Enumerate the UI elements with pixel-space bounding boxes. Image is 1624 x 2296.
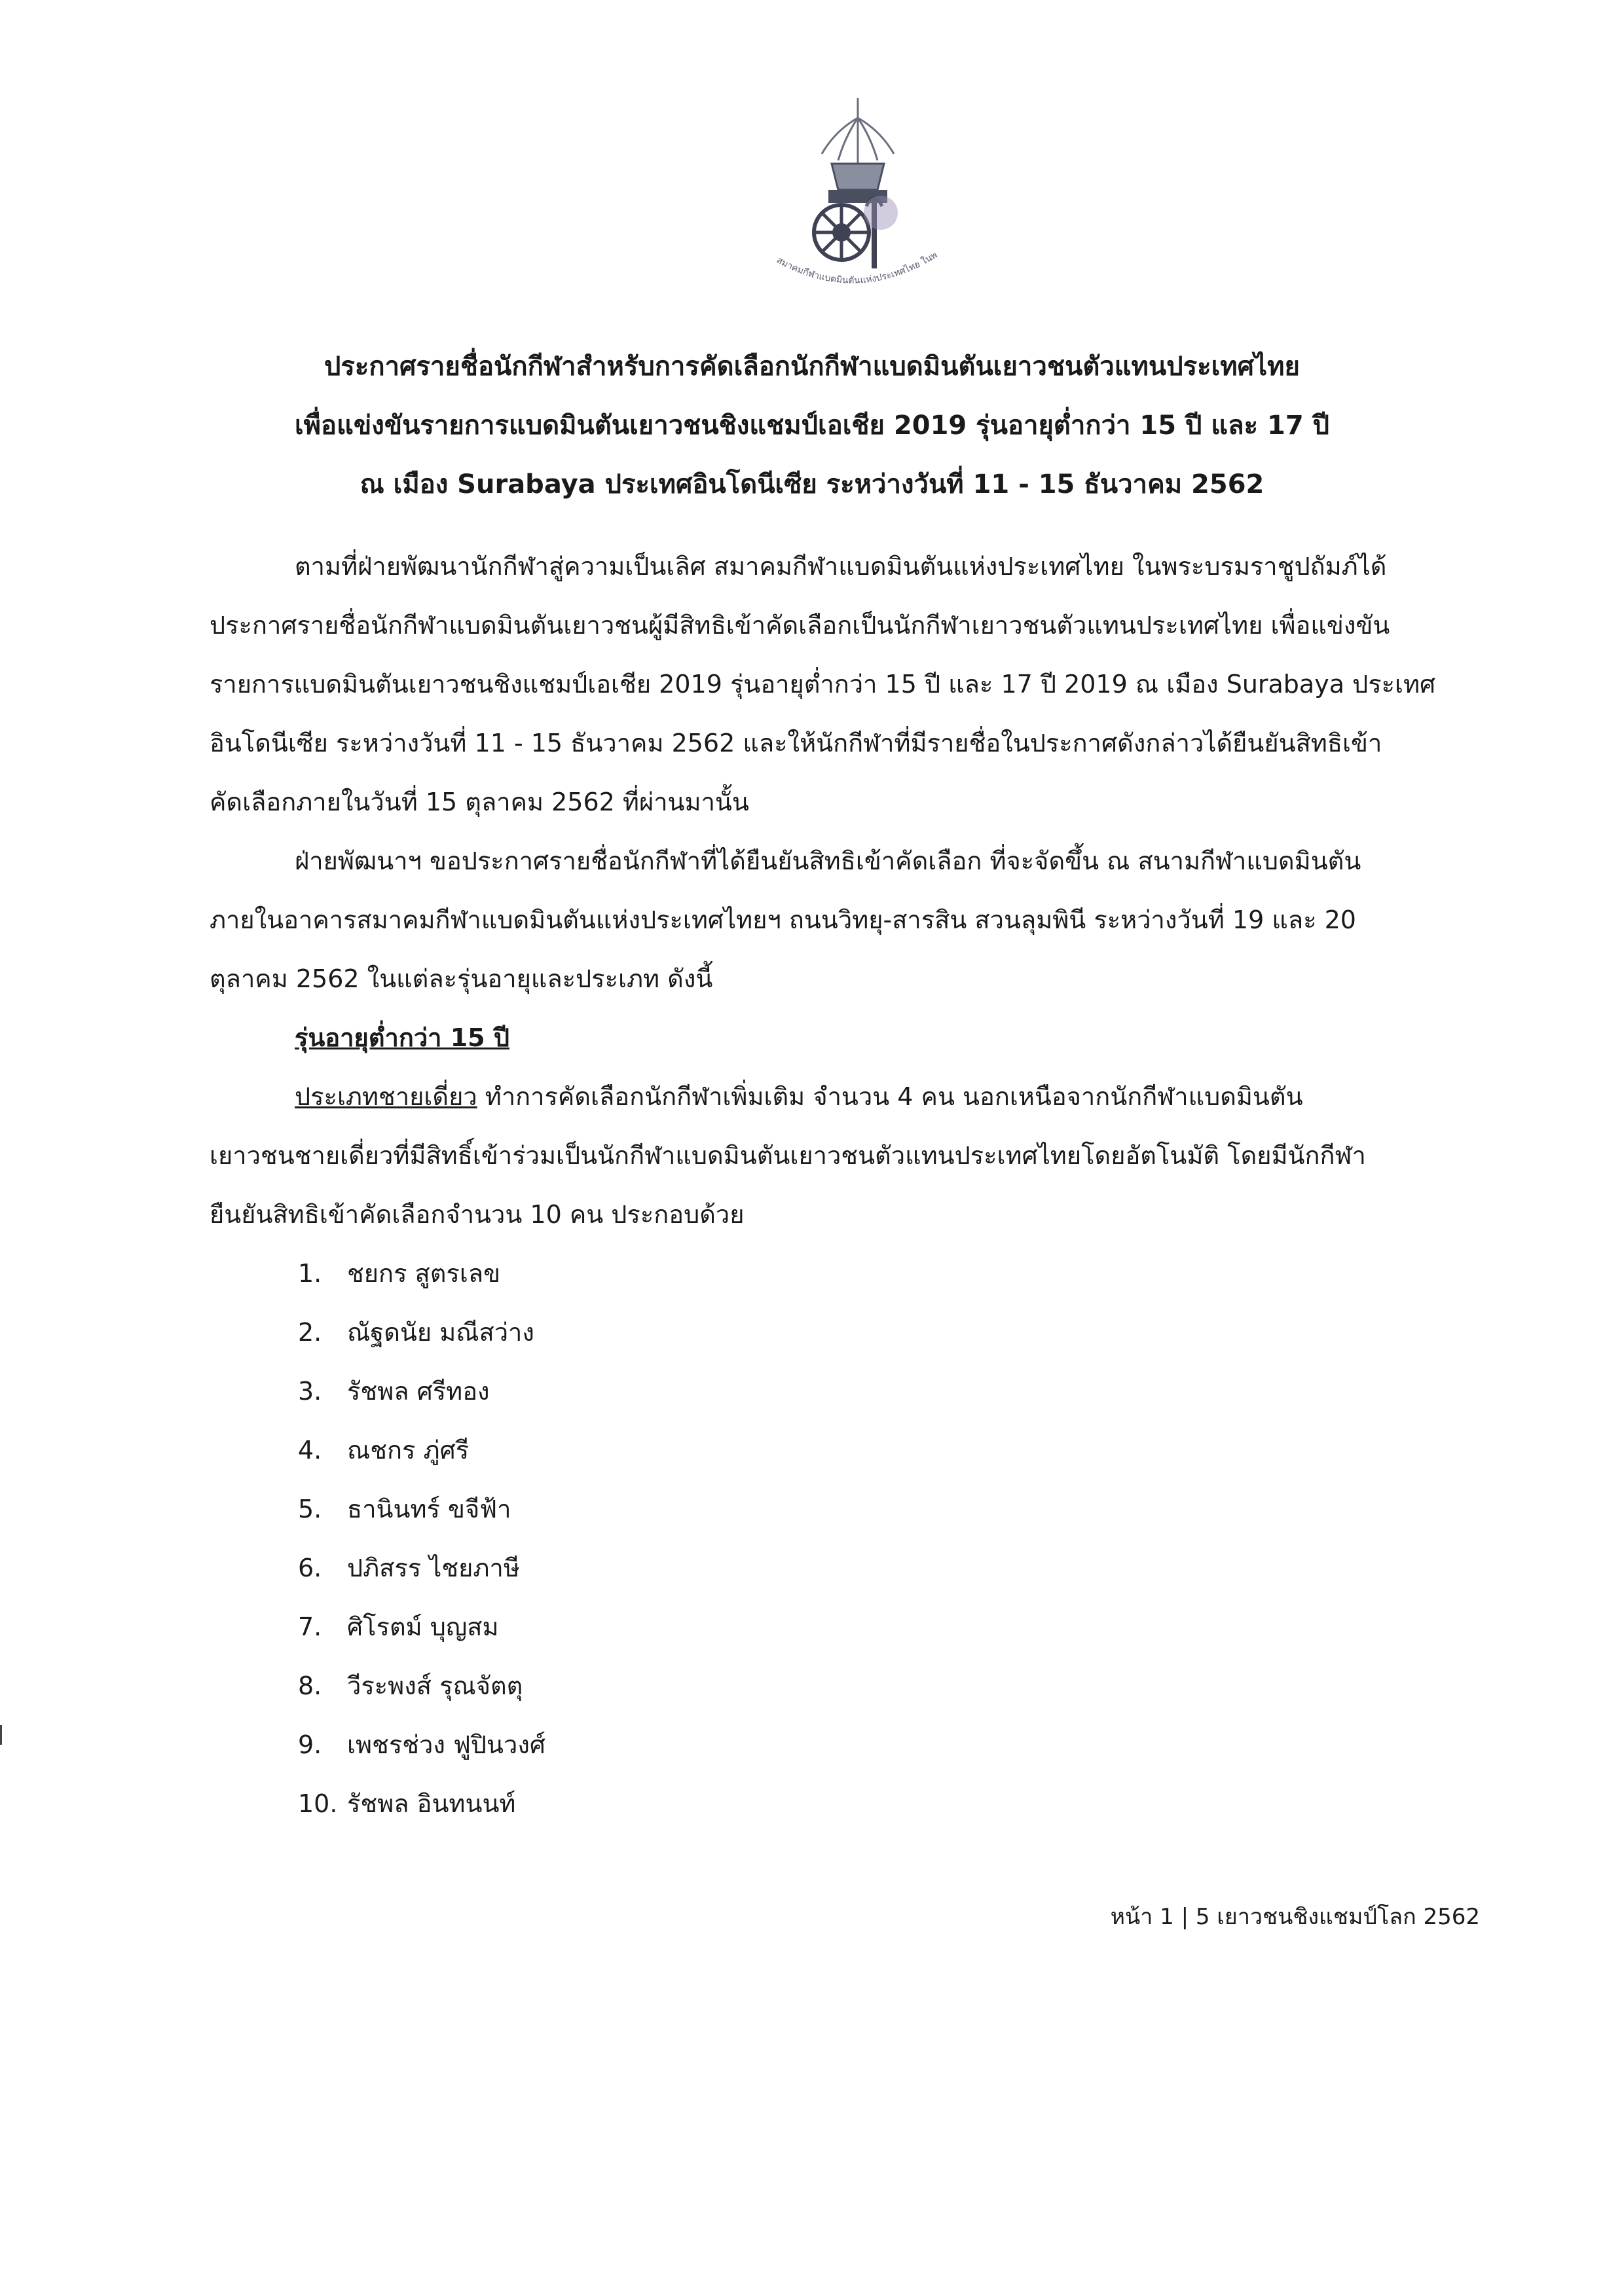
player-name: รัชพล อินทนนท์ [347, 1789, 516, 1818]
list-number: 10. [298, 1789, 338, 1818]
seal-text: สมาคมกีฬาแบดมินตันแห่งประเทศไทย ในพ [775, 249, 940, 286]
player-name: รัชพล ศรีทอง [347, 1377, 490, 1406]
list-number: 8. [298, 1671, 322, 1700]
paragraph-line: ประกาศรายชื่อนักกีฬาแบดมินตันเยาวชนผู้มีสิทธิเข้าคัดเลือกเป็นนักกีฬาเยาวชนตัวแทนประเทศไทย เพื่อแข่งขัน [210, 611, 1390, 640]
list-item [210, 1362, 1480, 1421]
page-footer: หน้า 1 | 5 เยาวชนชิงแชมป์โลก 2562 [1110, 1904, 1480, 1930]
list-item [210, 1244, 1480, 1303]
document-body [210, 537, 1480, 1833]
list-number: 1. [298, 1259, 322, 1288]
paragraph-line: รายการแบดมินตันเยาวชนชิงแชมป์เอเชีย 2019 รุ่นอายุต่ำกว่า 15 ปี และ 17 ปี 2019 ณ เมือง Surabaya ประเทศ [210, 670, 1436, 699]
paragraph-announcement-background [210, 537, 1480, 831]
category-line-rest: ทำการคัดเลือกนักกีฬาเพิ่มเติม จำนวน 4 คน นอกเหนือจากนักกีฬาแบดมินตัน [477, 1082, 1303, 1111]
paragraph-selection-venue [210, 831, 1480, 1008]
paragraph-line: คัดเลือกภายในวันที่ 15 ตุลาคม 2562 ที่ผ่านมานั้น [210, 788, 749, 816]
section-heading-under-15: รุ่นอายุต่ำกว่า 15 ปี [295, 1023, 509, 1052]
player-list [210, 1244, 1480, 1833]
paragraph-line: ฝ่ายพัฒนาฯ ขอประกาศรายชื่อนักกีฬาที่ได้ยืนยันสิทธิเข้าคัดเลือก ที่จะจัดขึ้น ณ สนามกีฬาแบดมินตัน [295, 847, 1361, 875]
list-item [210, 1597, 1480, 1656]
list-number: 5. [298, 1495, 322, 1523]
player-name: ณัฐดนัย มณีสว่าง [347, 1318, 534, 1347]
title-line-3: ณ เมือง Surabaya ประเทศอินโดนีเซีย ระหว่างวันที่ 11 - 15 ธันวาคม 2562 [360, 469, 1264, 500]
list-number: 9. [298, 1730, 322, 1759]
paragraph-line: อินโดนีเซีย ระหว่างวันที่ 11 - 15 ธันวาคม 2562 และให้นักกีฬาที่มีรายชื่อในประกาศดังกล่าวได้ยืนยันสิทธิเข้า [210, 729, 1382, 757]
paragraph-line [210, 1067, 1480, 1126]
list-item [210, 1656, 1480, 1715]
list-number: 4. [298, 1436, 322, 1465]
player-name: วีระพงส์ รุณจัตตุ [347, 1671, 523, 1700]
list-item [210, 1539, 1480, 1597]
list-number: 6. [298, 1554, 322, 1582]
paragraph-line: ตุลาคม 2562 ในแต่ละรุ่นอายุและประเภท ดังนี้ [210, 964, 713, 993]
category-label: ประเภทชายเดี่ยว [295, 1082, 477, 1111]
title-line-2: เพื่อแข่งขันรายการแบดมินตันเยาวชนชิงแชมป์เอเชีย 2019 รุ่นอายุต่ำกว่า 15 ปี และ 17 ปี [295, 410, 1329, 441]
player-name: ชยกร สูตรเลข [347, 1259, 501, 1288]
paragraph-boys-singles [210, 1067, 1480, 1244]
list-item [210, 1715, 1480, 1774]
player-name: เพชรช่วง ฟูปินวงศ์ [347, 1730, 546, 1759]
list-number: 3. [298, 1377, 322, 1406]
player-name: ปภิสรร ไชยภาษี [347, 1554, 520, 1582]
player-name: ศิโรตม์ บุญสม [347, 1613, 499, 1641]
list-item [210, 1774, 1480, 1833]
title-line-1: ประกาศรายชื่อนักกีฬาสำหรับการคัดเลือกนักกีฬาแบดมินตันเยาวชนตัวแทนประเทศไทย [324, 352, 1300, 382]
association-seal-icon [756, 92, 959, 308]
list-number: 2. [298, 1318, 322, 1347]
list-item [210, 1303, 1480, 1362]
paragraph-line: ยืนยันสิทธิเข้าคัดเลือกจำนวน 10 คน ประกอบด้วย [210, 1200, 745, 1229]
list-item [210, 1421, 1480, 1480]
player-name: ณชกร ภู่ศรี [347, 1436, 470, 1465]
player-name: ธานินทร์ ขจีฟ้า [347, 1495, 511, 1523]
list-item [210, 1480, 1480, 1539]
document-title [131, 337, 1493, 514]
list-number: 7. [298, 1613, 322, 1641]
paragraph-line: เยาวชนชายเดี่ยวที่มีสิทธิ์เข้าร่วมเป็นนักกีฬาแบดมินตันเยาวชนตัวแทนประเทศไทยโดยอัตโนมัติ โดยมีนักกีฬา [210, 1141, 1366, 1170]
scan-edge-mark [0, 1725, 2, 1745]
paragraph-line: ภายในอาคารสมาคมกีฬาแบดมินตันแห่งประเทศไทยฯ ถนนวิทยุ-สารสิน สวนลุมพินี ระหว่างวันที่ 19 และ 20 [210, 905, 1356, 934]
paragraph-line: ตามที่ฝ่ายพัฒนานักกีฬาสู่ความเป็นเลิศ สมาคมกีฬาแบดมินตันแห่งประเทศไทย ในพระบรมราชูปถัมภ์ได้ [295, 552, 1387, 581]
